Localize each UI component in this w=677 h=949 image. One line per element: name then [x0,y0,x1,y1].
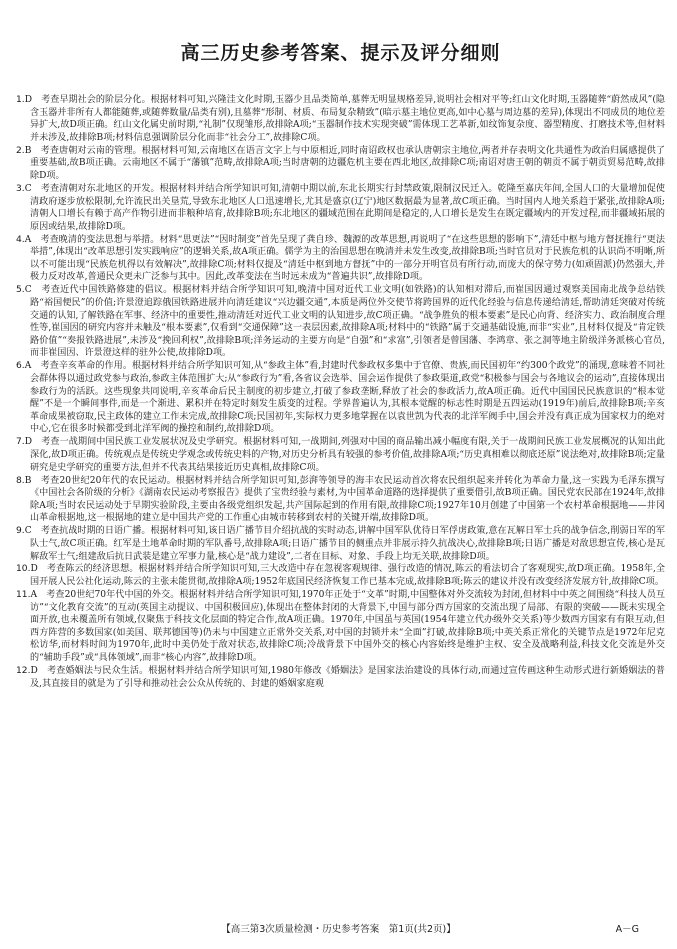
answer-number: 2. [16,145,25,156]
answer-text: C 考查近代中国铁路修建的倡议。根据材料并结合所学知识可知,晚清中国对近代工业文明(如铁路)的认知相对滞后,而崔国因通过观察美国南北战争总结铁路“裕国便民”的价值;许景澄追踪俄国铁路进展并向清廷建议“兴边疆交通”,本质是两位外交使节将跨国界的近代化经验与信息传递给清廷,帮助清廷突破对传统交通的认知,了解铁路在军事、经济中的重要性,推动清廷对近代工业文明的认知进步,故C项正确。“战争胜负的根本要素”是民心向背、经济实力、政治制度合理性等,崔国因的研究内容并未触及“根本要素”,仅看到“交通保障”这一表层因素,故排除A项;材料中的“铁路”属于交通基础设施,而非“实业”,且材料仅提及“肯定铁路价值”“奏报铁路进展”,未涉及“挽回利权”,故排除B项;洋务运动的主要方向是“自强”和“求富”,引领者是曾国藩、李鸿章、张之洞等地主阶级洋务派核心官员,而非崔国因、许景澄这样的驻外公使,故排除D项。 [24,285,665,359]
page-title: 高三历史参考答案、提示及评分细则 [180,42,501,64]
answer-number: 1. [16,95,25,105]
answer-item [16,183,665,233]
answer-text: D 考查早期社会的阶层分化。根据材料可知,兴隆洼文化时期,玉器少且品类简单,墓葬无明显规格差异,说明社会相对平等;红山文化时期,玉器随葬“蔚然成风”(隐含玉器并非所有人都能随葬,或随葬数量/品类有别),且墓葬“形制、材质、布局复杂精致”(暗示墓主地位更高,如中心墓与周边墓的差异),体现出不同成员的地位差异扩大,故D项正确。红山文化属史前时期,“礼制”仅现雏形,故排除A项;“玉器制作技术实现突破”需体现工艺革新,如纹饰复杂度、器型精度、打磨技术等,但材料并未涉及,故排除B项;材料信息强调阶层分化而非“社会分工”,故排除C项。 [24,95,665,143]
answer-item [16,145,665,183]
answer-number: 11. [16,590,31,601]
answer-text: A 考查20世纪70年代中国的外交。根据材料并结合所学知识可知,1970年正处于“文革”时期,中国整体对外交流较为封闭,但材料中中英之间围绕“科技人员互访”“文化教育交流”的互动(英国主动提议、中国积极回应),体现出在整体封闭的大背景下,中国与部分西方国家的交流出现了局部、有限的突破——既未实现全面开放,也未覆盖所有领域,仅聚焦于科技文化层面的特定合作,故A项正确。1970年,中国虽与英国(1954年建立代办级外交关系)等少数西方国家有有限互动,但西方阵营的多数国家(如美国、联邦德国等)仍未与中国建立正常外交关系,对中国的封锁并未“全面”打破,故排除B项;中英关系正常化的关键节点是1972年尼克松访华,而材料时间为1970年,此时中美仍处于敌对状态,故排除C项;冷战背景下中国外交的核心内容始终是维护主权、安全及战略利益,科技文化交流是外交的“辅助手段”或“具体领域”,而非“核心内容”,故排除D项。 [30,590,665,664]
answer-item [16,665,665,690]
answer-number: 9. [16,526,25,537]
page-footer [0,921,677,935]
answer-item [16,525,665,563]
answer-number: 7. [16,437,25,448]
answer-number: 8. [16,475,25,486]
answer-text: A 考查晚清的变法思想与举措。材料“思更法”“因时制变”首先呈现了龚自珍、魏源的改革思想,再说明了“在这些思想的影响下”,清廷中枢与地方督抚推行“更法举措”,体现出“改革思想引发实践响应”的逻辑关系,故A项正确。儒学为主的治国思想在晚清并未发生改变,故排除B项;当时官员对于民族危机的认识尚不明晰,所以不可能出现“民族危机得以有效解决”,故排除C项;材料仅提及“清廷中枢到地方督抚”中的一部分开明官员有所行动,而庞大的保守势力(如顽固派)仍然强大,并极力反对改革,普通民众更未广泛参与其中。因此,改革变法在当时远未成为“普遍共识”,故排除D项。 [24,234,665,283]
answer-number: 4. [16,234,25,245]
answer-text: C 考查清朝对东北地区的开发。根据材料并结合所学知识可知,清朝中期以前,东北长期实行封禁政策,限制汉民迁入。乾隆至嘉庆年间,全国人口的大量增加促使清政府逐步放松限制,允许流民出关垦荒,导致东北地区人口迅速增长,尤其是盛京(辽宁)地区数据最为显著,故C项正确。当时国内人地关系趋于紧张,故排除A项;清朝人口增长有赖于高产作物引进而非粮种培育,故排除B项;东北地区的疆域范围在此期间是稳定的,人口增长是发生在既定疆域内的开发过程,而非疆域拓展的原因或结果,故排除D项。 [24,183,665,232]
answer-item [16,436,665,474]
answer-item [16,360,665,436]
answer-item [16,563,665,588]
answer-item [16,284,665,360]
answer-list [16,94,665,690]
answer-number: 3. [16,183,25,194]
answer-text: B 考查20世纪20年代的农民运动。根据材料并结合所学知识可知,彭湃等领导的海丰农民运动首次将农民组织起来并转化为革命力量,这一实践为毛泽东撰写《中国社会各阶级的分析》《湖南农民运动考察报告》提供了宝贵经验与素材,为中国革命道路的选择提供了重要借引,故B项正确。国民党农民部在1924年,故排除A项;当时农民运动处于早期实验阶段,主要由各级党组织发起,共产国际起到的作用有限,故排除C项;1927年10月创建了中国第一个农村革命根据地——井冈山革命根据地,这一根据地的建立是中国共产党的工作重心由城市转移到农村的关键开端,故排除D项。 [24,475,665,524]
answer-number: 10. [16,564,31,575]
answer-text: D 考查一战期间中国民族工业发展状况及史学研究。根据材料可知,一战期间,列强对中国的商品输出减小幅度有限,关于一战期间民族工业发展概况的认知出此深化,故D项正确。传统观点是传统史学观念或传统史料的产物,对历史分析具有较强的参考价值,故排除A项;“历史真相难以彻底还原”说法绝对,故排除B项;定量研究是史学研究的重要方法,但并不代表其结果接近历史真相,故排除C项。 [24,437,665,473]
answer-item [16,589,665,665]
answer-item [16,475,665,525]
answer-text: C 考查抗战时期的日语广播。根据材料可知,该日语广播节目介绍抗战的实时动态,讲解中国军队优待日军俘虏政策,意在瓦解日军士兵的战争信念,削弱日军的军队士气,故C项正确。红军是土地革命时期的军队番号,故排除A项;日语广播节目的侧重点并非展示持久抗战决心,故排除B项;日语广播是对敌思想宣传,核心是瓦解敌军士气;组建敌后抗日武装是建立军事力量,核心是“战力建设”,二者在目标、对象、手段上均无关联,故排除D项。 [24,526,665,562]
answer-number: 6. [16,361,25,372]
footer-version-code: A－G [615,924,639,935]
answer-text: D 考查陈云的经济思想。根据材料并结合所学知识可知,三大改造中存在忽视客观规律、强行改造的情况,陈云的看法切合了客观现实,故D项正确。1958年,全国开展人民公社化运动,陈云的主张未能贯彻,故排除A项;1952年底国民经济恢复工作已基本完成,故排除B项;陈云的建议并没有改变经济发展方针,故排除C项。 [30,564,665,588]
answer-text: A 考查辛亥革命的作用。根据材料并结合所学知识可知,从“参政主体”看,封建时代参政权多集中于官僚、贵族,而民国初年“约300个政党”的涌现,意味着不同社会群体得以通过政党参与政治,参政主体范围扩大;从“参政行为”看,各省议会选举、国会运作提供了参政渠道,政党“积极参与国会与各地议会的运动”,直接体现出参政行为的活跃。这些现象共同说明,辛亥革命后民主制度的初步建立,打破了参政垄断,释放了社会的参政活力,故A项正确。近代中国国民民族意识的“根本觉醒”不是一个瞬间事件,而是一个渐进、累积并在特定时刻发生质变的过程。学界普遍认为,其根本觉醒的标志性时期是五四运动(1919年)前后,故排除B项;辛亥革命成果被窃取,民主政体的建立工作未完成,故排除C项;民国初年,实际权力更多地掌握在以袁世凯为代表的北洋军阀手中,国会并没有真正成为国家权力的绝对中心,它在很多时候都受到北洋军阀的操控和制约,故排除D项。 [24,361,665,435]
answer-text: B 考查唐朝对云南的管理。根据材料可知,云南地区在语言文字上与中原相近,同时南诏政权也承认唐朝宗主地位,两者并存表明文化共通性为政治归属感提供了重要基础,故B项正确。云南地区不属于“藩镇”范畴,故排除A项;当时唐朝的边疆危机主要在西北地区,故排除C项;南诏对唐王朝的朝贡不属于朝贡贸易范畴,故排除D项。 [24,145,665,181]
answer-number: 12. [16,666,31,677]
footer-text: 【高三第3次质量检测・历史参考答案 第1页(共2页)】 [221,924,456,935]
answer-item [16,94,665,144]
answer-text: D 考查婚姻法与民众生活。根据材料并结合所学知识可知,1980年修改《婚姻法》是国家法治建设的具体行动,而通过宣传画这种生动形式进行新婚姻法的普及,其直接目的就是为了引导和推动社会公众从传统的、封建的婚姻家庭观 [30,666,665,689]
answer-item [16,234,665,284]
answer-number: 5. [16,285,25,296]
